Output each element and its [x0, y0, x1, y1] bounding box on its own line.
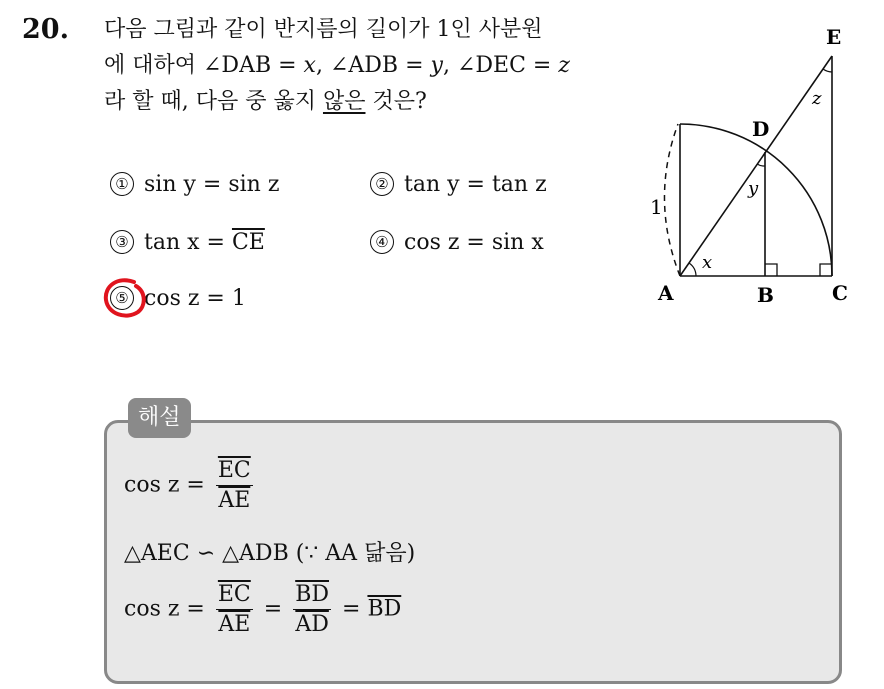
- choice-number: ③: [110, 230, 134, 254]
- segment-bd: $\overline{BD}$: [367, 596, 402, 622]
- angle-z-arc: [823, 69, 832, 72]
- question-number: 20.: [22, 14, 69, 45]
- equals: =: [335, 596, 368, 622]
- angle-x-arc: [689, 263, 696, 276]
- solution-line-1: [124, 458, 257, 513]
- numerator: $\overline{EC}$: [217, 582, 251, 607]
- choice-text: cos z = 1: [144, 286, 246, 311]
- quarter-circle-figure: [640, 20, 880, 320]
- var-x: x: [303, 53, 316, 78]
- right-angle-c: [820, 264, 832, 276]
- segment-ce: $\overline{CE}$: [231, 230, 265, 255]
- denominator: AE: [218, 488, 251, 513]
- choice-number: ②: [370, 172, 394, 196]
- choice-number: ①: [110, 172, 134, 196]
- choice-1[interactable]: [110, 172, 279, 197]
- question-line-2: [104, 48, 624, 84]
- question-line-1: 다음 그림과 같이 반지름의 길이가 1인 사분원: [104, 17, 543, 42]
- fraction-ec-ae: [216, 458, 253, 513]
- right-angle-b: [765, 264, 777, 276]
- q-text-part: 라 할 때, 다음 중 옳지: [104, 89, 323, 114]
- solution-line-3: [124, 582, 401, 637]
- choice-2[interactable]: [370, 172, 547, 197]
- underlined-word: 않은: [322, 89, 366, 114]
- choice-5[interactable]: [110, 286, 246, 311]
- q-text-part: , ∠ADB =: [315, 53, 431, 78]
- label-radius: 1: [650, 195, 663, 219]
- q-text-part: 것은?: [365, 89, 427, 114]
- choice-3[interactable]: [110, 230, 265, 255]
- choice-text: tan y = tan z: [404, 172, 547, 197]
- var-y: y: [430, 53, 443, 78]
- choice-number: ④: [370, 230, 394, 254]
- question-line-3: [104, 84, 624, 120]
- var-z: z: [558, 53, 570, 78]
- choice-number: ⑤: [110, 286, 134, 310]
- numerator: $\overline{EC}$: [217, 458, 251, 483]
- label-x: x: [702, 252, 713, 273]
- angle-y-arc: [757, 164, 765, 166]
- choice-text: sin y = sin z: [144, 172, 280, 197]
- question-text: [104, 12, 624, 120]
- fraction-bd-ad: [293, 582, 331, 637]
- q-text-part: 에 대하여 ∠DAB =: [104, 53, 304, 78]
- sol-text: cos z =: [124, 472, 212, 498]
- label-c: C: [832, 281, 848, 305]
- numerator: $\overline{BD}$: [295, 582, 330, 607]
- label-a: A: [658, 281, 674, 305]
- choice-text: tan x =: [144, 230, 232, 255]
- denominator: AE: [218, 612, 251, 637]
- choice-text: cos z = sin x: [404, 230, 544, 255]
- q-text-part: , ∠DEC =: [442, 53, 559, 78]
- solution-badge: 해설: [128, 398, 191, 438]
- label-e: E: [826, 25, 842, 49]
- choice-4[interactable]: [370, 230, 544, 255]
- fraction-ec-ae: [216, 582, 253, 637]
- label-y: y: [748, 178, 759, 199]
- line-ae: [680, 56, 832, 276]
- equals: =: [256, 596, 290, 622]
- solution-line-2: △AEC ∽ △ADB (∵ AA 닮음): [124, 541, 416, 566]
- label-b: B: [757, 283, 774, 307]
- sol-text: cos z =: [124, 596, 212, 622]
- dashed-arc: [664, 124, 680, 276]
- label-z: z: [812, 88, 822, 109]
- label-d: D: [752, 117, 770, 141]
- denominator: AD: [295, 612, 329, 637]
